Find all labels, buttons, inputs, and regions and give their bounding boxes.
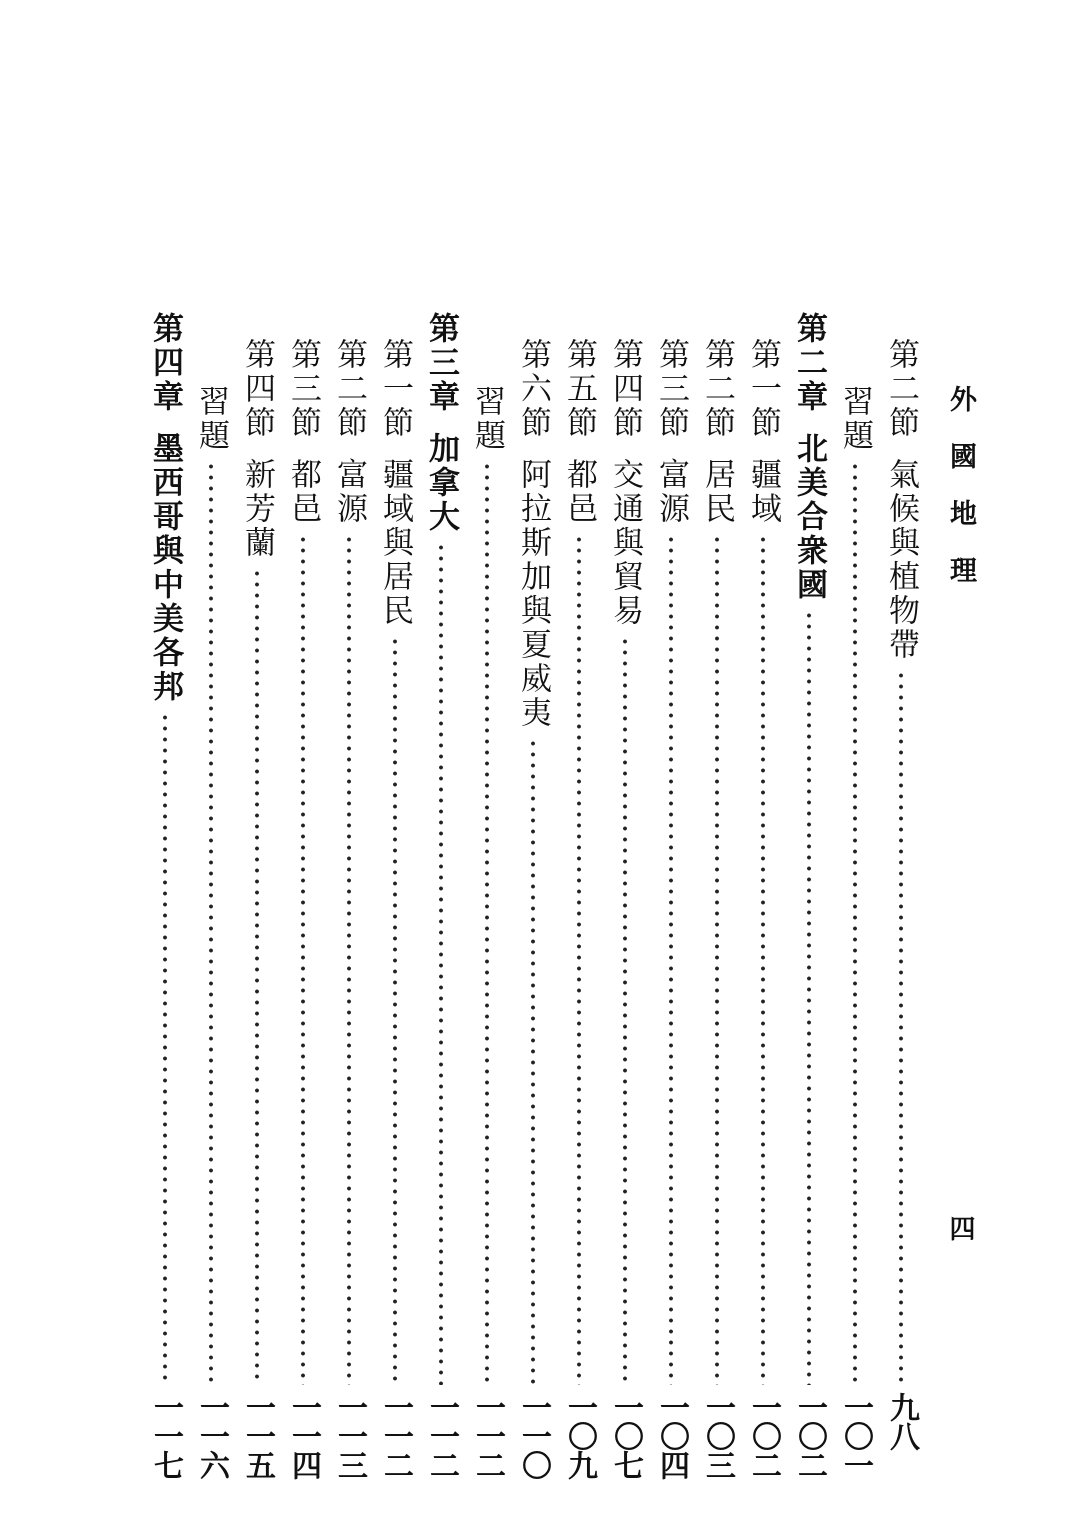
toc-entry-title: 墨西哥與中美各邦 xyxy=(147,432,183,704)
toc-page-number: 一〇四 xyxy=(654,1392,689,1479)
toc-entry-title: 交通與貿易 xyxy=(607,458,643,628)
toc-entry-title: 都邑 xyxy=(285,458,321,526)
toc-section-number: 第一節 xyxy=(745,338,781,440)
toc-section-number: 第三節 xyxy=(285,338,321,440)
toc-entry xyxy=(648,0,694,1535)
leader-dots xyxy=(668,534,674,1385)
toc-entry xyxy=(602,0,648,1535)
leader-dots xyxy=(438,542,444,1385)
toc-entry-title: 富源 xyxy=(653,458,689,526)
toc-page-number: 一〇二 xyxy=(746,1392,781,1479)
toc-entry-title: 加拿大 xyxy=(423,432,459,534)
leader-dots xyxy=(484,461,490,1385)
toc-page-number: 一一〇 xyxy=(516,1392,551,1479)
toc-entry-title: 阿拉斯加與夏威夷 xyxy=(515,458,551,730)
toc-page-number: 一一二 xyxy=(378,1392,413,1479)
toc-page-number: 一一六 xyxy=(194,1392,229,1479)
toc-section-number: 第四節 xyxy=(239,338,275,440)
leader-dots xyxy=(714,534,720,1385)
toc-page-number: 一一四 xyxy=(286,1392,321,1479)
toc-entry xyxy=(418,0,464,1535)
toc-section-number: 第四節 xyxy=(607,338,643,440)
leader-dots xyxy=(622,636,628,1385)
toc-section-number: 第二章 xyxy=(791,312,827,414)
toc-entry-title: 新芳蘭 xyxy=(239,458,275,560)
toc-section-label xyxy=(694,338,740,526)
toc-entry-title: 疆域 xyxy=(745,458,781,526)
toc-section-label xyxy=(602,338,648,628)
toc-chapter-label xyxy=(418,312,464,534)
toc-entry-title: 習題 xyxy=(837,385,873,453)
running-header-page-number: 四 xyxy=(945,1215,975,1241)
toc-entry xyxy=(280,0,326,1535)
toc-section-label xyxy=(556,338,602,526)
toc-section-label xyxy=(280,338,326,526)
toc-entry xyxy=(372,0,418,1535)
leader-dots xyxy=(254,568,260,1385)
toc-entry xyxy=(234,0,280,1535)
toc-entry-title: 習題 xyxy=(469,385,505,453)
toc-page-number: 一一五 xyxy=(240,1392,275,1479)
toc-chapter-label xyxy=(142,312,188,704)
toc-section-number: 第二節 xyxy=(331,338,367,440)
leader-dots xyxy=(576,534,582,1385)
toc-page-number: 九八 xyxy=(884,1392,919,1450)
toc-entry xyxy=(142,0,188,1535)
toc-section-number: 第三章 xyxy=(423,312,459,414)
toc-section-number: 第一節 xyxy=(377,338,413,440)
toc-entry xyxy=(326,0,372,1535)
toc-page-number: 一〇三 xyxy=(700,1392,735,1479)
toc-chapter-label xyxy=(786,312,832,602)
toc-page-number: 一一七 xyxy=(148,1392,183,1479)
toc-entry xyxy=(188,0,234,1535)
toc-section-label xyxy=(326,338,372,526)
toc-page-number: 一〇九 xyxy=(562,1392,597,1479)
toc-entry xyxy=(694,0,740,1535)
toc-entry xyxy=(740,0,786,1535)
toc-entry xyxy=(832,0,878,1535)
toc-entry xyxy=(786,0,832,1535)
toc-section-label xyxy=(372,338,418,628)
toc-section-number: 第三節 xyxy=(653,338,689,440)
toc-section-label xyxy=(740,338,786,526)
toc-entry xyxy=(556,0,602,1535)
toc-section-label xyxy=(188,385,234,453)
leader-dots xyxy=(530,738,536,1385)
running-header-title: 外國地理 xyxy=(945,385,976,613)
toc-entry-title: 疆域與居民 xyxy=(377,458,413,628)
toc-entry-title: 都邑 xyxy=(561,458,597,526)
toc-section-label xyxy=(510,338,556,730)
toc-section-number: 第五節 xyxy=(561,338,597,440)
leader-dots xyxy=(760,534,766,1385)
toc-section-label xyxy=(832,385,878,453)
toc-entry-title: 居民 xyxy=(699,458,735,526)
leader-dots xyxy=(162,712,168,1385)
toc-section-number: 第六節 xyxy=(515,338,551,440)
leader-dots xyxy=(392,636,398,1385)
toc-entry-title: 習題 xyxy=(193,385,229,453)
toc-page-number: 一一二 xyxy=(470,1392,505,1479)
toc-section-label xyxy=(464,385,510,453)
leader-dots xyxy=(208,461,214,1385)
toc-section-number: 第四章 xyxy=(147,312,183,414)
toc-page-number: 一一二 xyxy=(424,1392,459,1479)
toc-entry xyxy=(464,0,510,1535)
toc-section-number: 第二節 xyxy=(883,338,919,440)
toc-section-number: 第二節 xyxy=(699,338,735,440)
toc-page-number: 一〇一 xyxy=(838,1392,873,1479)
toc-section-label xyxy=(234,338,280,560)
toc-section-label xyxy=(648,338,694,526)
toc-entry-title: 富源 xyxy=(331,458,367,526)
toc-section-label xyxy=(878,338,924,662)
leader-dots xyxy=(898,670,904,1385)
leader-dots xyxy=(346,534,352,1385)
toc-entry-title: 北美合衆國 xyxy=(791,432,827,602)
toc-page-number: 一一三 xyxy=(332,1392,367,1479)
leader-dots xyxy=(852,461,858,1385)
toc-entry-title: 氣候與植物帶 xyxy=(883,458,919,662)
toc-page-number: 一〇二 xyxy=(792,1392,827,1479)
toc-entry xyxy=(510,0,556,1535)
leader-dots xyxy=(300,534,306,1385)
leader-dots xyxy=(806,610,812,1385)
toc-entry xyxy=(878,0,924,1535)
toc-page-number: 一〇七 xyxy=(608,1392,643,1479)
